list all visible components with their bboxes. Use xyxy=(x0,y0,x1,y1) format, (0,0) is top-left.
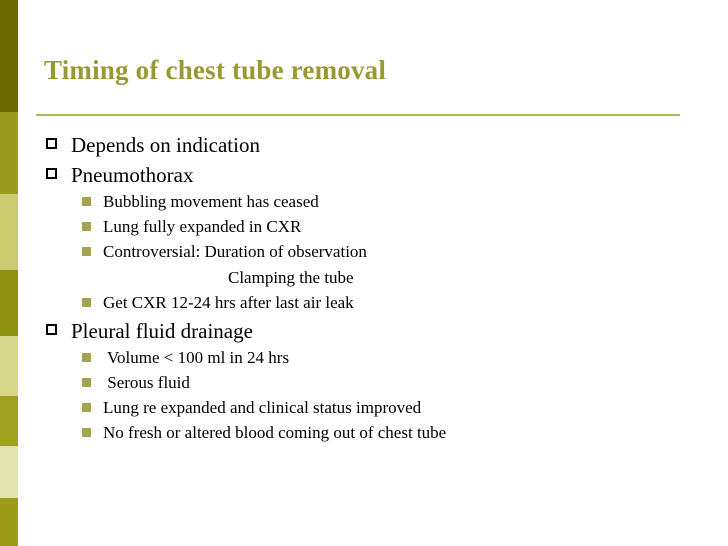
stripe xyxy=(0,270,18,336)
hollow-square-bullet-icon xyxy=(46,168,57,179)
stripe xyxy=(0,112,18,194)
stripe xyxy=(0,446,18,498)
filled-square-bullet-icon xyxy=(82,247,91,256)
filled-square-bullet-icon xyxy=(82,403,91,412)
title-divider xyxy=(36,114,680,116)
stripe xyxy=(0,498,18,546)
filled-square-bullet-icon xyxy=(82,378,91,387)
filled-square-bullet-icon xyxy=(82,222,91,231)
sub-bullet-text: Controversial: Duration of observation xyxy=(103,242,367,261)
stripe xyxy=(0,194,18,270)
bullet-text: Pneumothorax xyxy=(71,163,194,187)
filled-square-bullet-icon xyxy=(82,197,91,206)
filled-square-bullet-icon xyxy=(82,298,91,307)
sub-bullet-text: Lung re expanded and clinical status improved xyxy=(103,398,422,417)
sub-bullet-text: Get CXR 12-24 hrs after last air leak xyxy=(103,293,354,312)
sub-bullet-text: Serous fluid xyxy=(103,373,190,392)
hollow-square-bullet-icon xyxy=(46,138,57,149)
sub-bullet-text: Lung fully expanded in CXR xyxy=(103,217,302,236)
bullet-text: Depends on indication xyxy=(71,133,260,157)
sub-bullet-text: No fresh or altered blood coming out of chest tube xyxy=(103,423,447,442)
filled-square-bullet-icon xyxy=(82,353,91,362)
slide-title: Timing of chest tube removal xyxy=(44,55,387,85)
filled-square-bullet-icon xyxy=(82,428,91,437)
bullet-text: Pleural fluid drainage xyxy=(71,319,253,343)
stripe xyxy=(0,396,18,446)
stripe xyxy=(0,0,18,112)
stripe xyxy=(0,336,18,396)
sub-bullet-continuation: Clamping the tube xyxy=(228,268,354,287)
sub-bullet-text: Bubbling movement has ceased xyxy=(103,192,319,211)
decorative-side-stripes xyxy=(0,0,18,546)
hollow-square-bullet-icon xyxy=(46,324,57,335)
sub-bullet-text: Volume < 100 ml in 24 hrs xyxy=(103,348,290,367)
